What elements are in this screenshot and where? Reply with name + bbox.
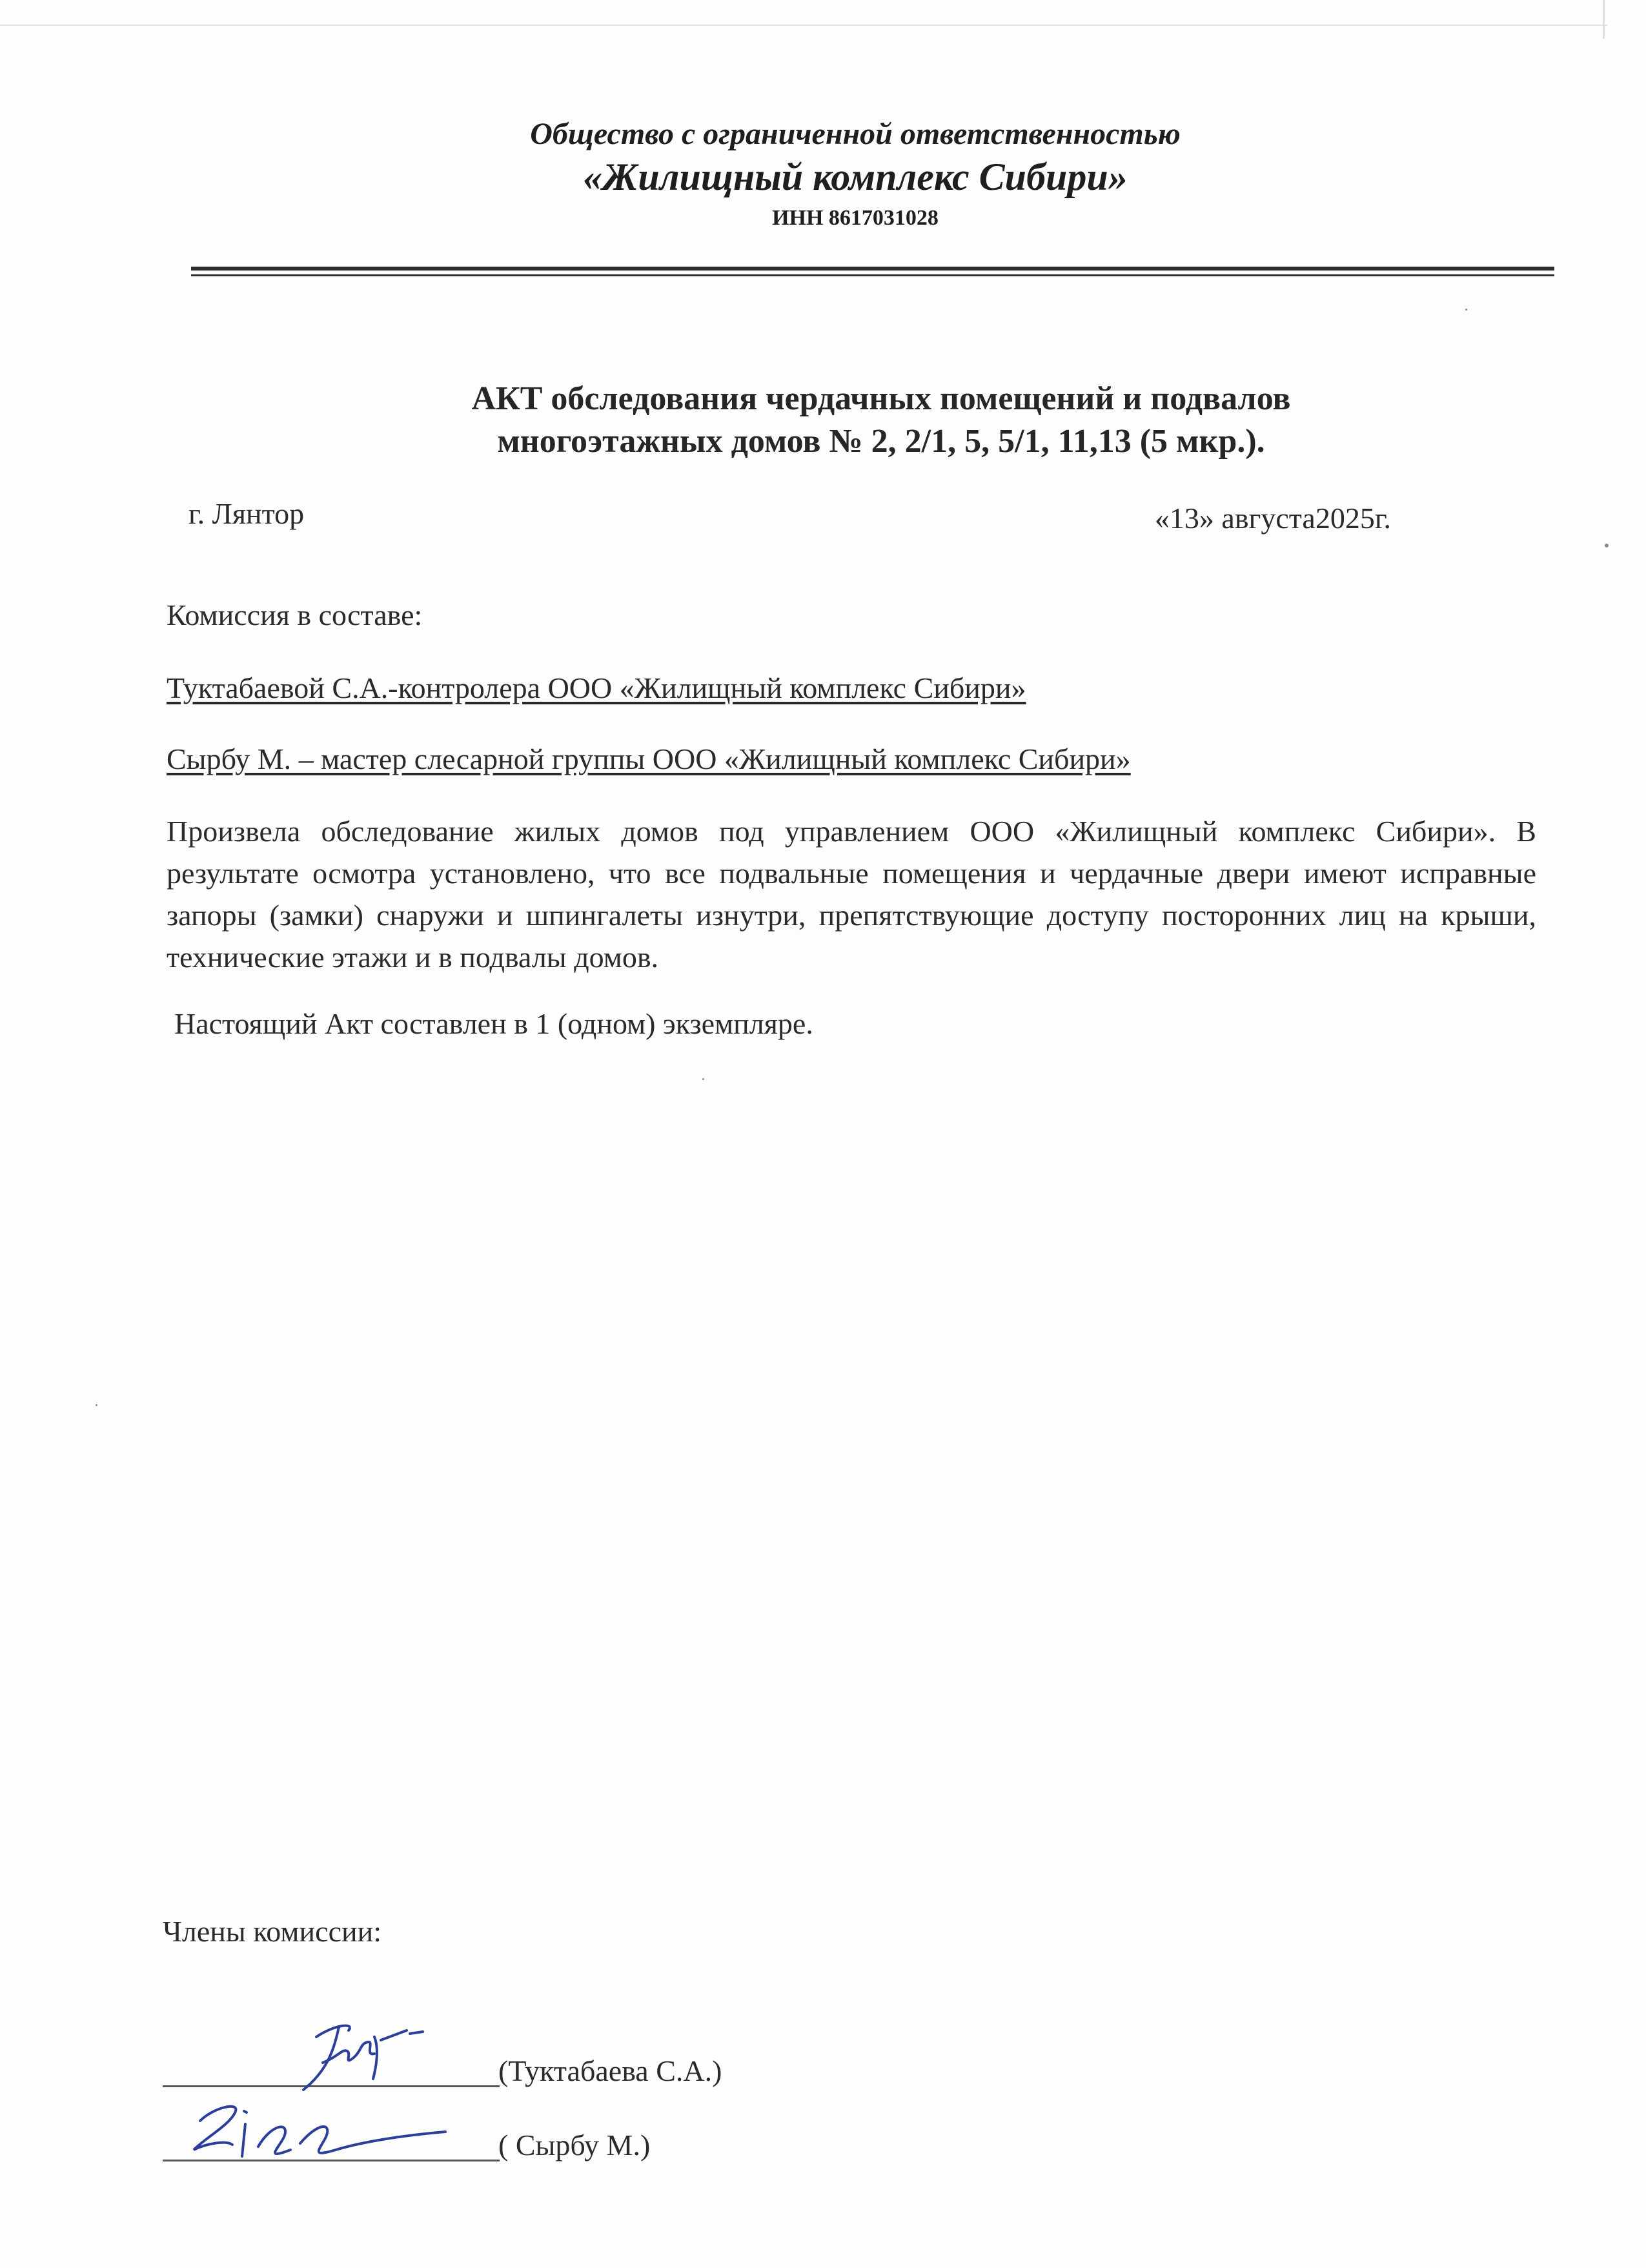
- document-title: [0, 378, 1646, 463]
- handwritten-signature: [187, 2085, 458, 2169]
- title-line-2: многоэтажных домов № 2, 2/1, 5, 5/1, 11,13 (5 мкр.).: [497, 423, 1265, 460]
- scan-speck: [1605, 544, 1609, 547]
- document-date: «13» августа2025г.: [1154, 502, 1391, 535]
- inspection-findings: Произвела обследование жилых домов под управлением ООО «Жилищный комплекс Сибири». В результате осмотра установлено, что все подвальные помещения и чердачные двери имеют исправные запоры (замки) снаружи и шпингалеты изнутри, препятствующие доступу посторонних лиц на крыши, технические этажи и в подвалы домов.: [167, 815, 1536, 974]
- document-place: г. Лянтор: [188, 497, 305, 530]
- commission-member: Туктабаевой С.А.-контролера ООО «Жилищный комплекс Сибири»: [167, 671, 1026, 704]
- signatory-name: ( Сырбу М.): [498, 2129, 651, 2161]
- org-inn: ИНН 8617031028: [772, 206, 939, 230]
- letterhead-rule-thin: [191, 274, 1554, 276]
- org-type: Общество с ограниченной ответственностью: [530, 117, 1181, 151]
- scan-edge-right: [1603, 0, 1605, 39]
- title-line-1: АКТ обследования чердачных помещений и подвалов: [471, 380, 1291, 417]
- commission-member: Сырбу М. – мастер слесарной группы ООО «Жилищный комплекс Сибири»: [167, 742, 1131, 775]
- members-label: Члены комиссии:: [163, 1915, 382, 1948]
- scan-speck: [702, 1078, 704, 1080]
- commission-label: Комиссия в составе:: [167, 598, 423, 631]
- scan-speck: [1465, 309, 1467, 311]
- letterhead-rule-thick: [191, 267, 1554, 271]
- signatory-name: (Туктабаева С.А.): [498, 2054, 722, 2087]
- copies-note: Настоящий Акт составлен в 1 (одном) экземпляре.: [174, 1007, 813, 1040]
- scan-edge-top: [0, 25, 1607, 26]
- org-name: «Жилищный комплекс Сибири»: [583, 156, 1128, 198]
- scan-speck: [96, 1404, 97, 1406]
- handwritten-signature: [278, 2018, 439, 2095]
